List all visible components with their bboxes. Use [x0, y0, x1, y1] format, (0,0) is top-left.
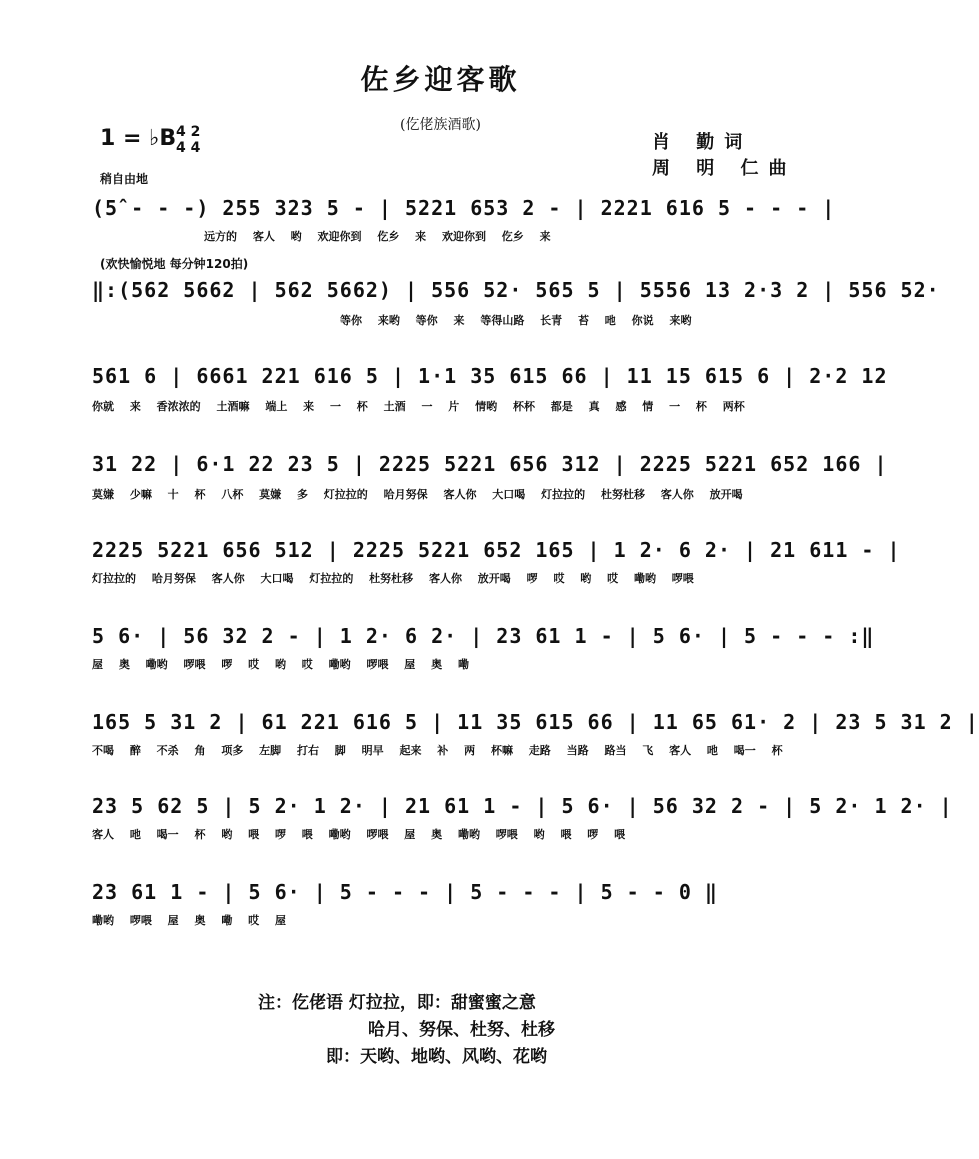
lyrics: 等你 来哟 等你 来 等得山路 长青 苔 吔 你说 来哟	[340, 314, 692, 327]
lyrics: 你就 来 香浓浓的 土酒嘛 端上 来 一 杯 土酒 一 片 情哟 杯杯 都是 真 感 情 一 杯 两杯	[92, 400, 745, 413]
notes: 165 5 31 2 | 61 221 616 5 | 11 35 615 66 | 11 65 61· 2 | 23 5 31 2 |	[92, 710, 979, 734]
notes: 23 5 62 5 | 5 2· 1 2· | 21 61 1 - | 5 6· | 56 32 2 - | 5 2· 1 2· |	[92, 794, 953, 818]
notes: 5 6· | 56 32 2 - | 1 2· 6 2· | 23 61 1 - | 5 6· | 5 - - - :‖	[92, 624, 875, 648]
score-title: 佐乡迎客歌	[360, 63, 521, 96]
lyrics: 嘞哟 啰喂 屋 奥 嘞 哎 屋	[92, 914, 286, 927]
lyricist-credit: 肖 勤词	[652, 132, 753, 153]
lyrics: 远方的 客人 哟 欢迎你到 仡乡 来 欢迎你到 仡乡 来	[204, 230, 551, 243]
lyrics: 不喝 醉 不杀 角 项多 左脚 打右 脚 明早 起来 补 两 杯嘛 走路 当路 路当 飞 客人 吔 喝一 杯	[92, 744, 783, 757]
footnote-line-3: 即：天哟、地哟、风哟、花哟	[326, 1047, 547, 1067]
time-signature	[176, 124, 200, 156]
notes: 31 22 | 6·1 22 23 5 | 2225 5221 656 312 | 2225 5221 652 166 |	[92, 452, 888, 476]
footnote-line-1: 注：仡佬语 灯拉拉，即：甜蜜蜜之意	[258, 993, 536, 1013]
time-signature-bottom: 4 4	[176, 140, 201, 156]
notes: (5̂ - - -) 255 323 5 - | 5221 653 2 - | 2221 616 5 - - - |	[92, 196, 836, 220]
lyrics: 屋 奥 嘞哟 啰喂 啰 哎 哟 哎 嘞哟 啰喂 屋 奥 嘞	[92, 658, 469, 671]
key-signature: 1 = ♭B	[100, 126, 177, 151]
notes: 23 61 1 - | 5 6· | 5 - - - | 5 - - - | 5 - - 0 ‖	[92, 880, 718, 904]
score-subtitle: (仡佬族酒歌)	[400, 117, 481, 133]
lyrics: 客人 吔 喝一 杯 哟 喂 啰 喂 嘞哟 啰喂 屋 奥 嘞哟 啰喂 哟 喂 啰 喂	[92, 828, 626, 841]
notes: ‖:(562 5662 | 562 5662) | 556 52· 565 5 | 5556 13 2·3 2 | 556 52·	[92, 278, 940, 302]
time-signature-top: 4 2	[176, 124, 201, 140]
tempo-main: (欢快愉悦地 每分钟120拍)	[100, 257, 249, 271]
notes: 2225 5221 656 512 | 2225 5221 652 165 | 1 2· 6 2· | 21 611 - |	[92, 538, 901, 562]
footnote-line-2: 哈月、努保、杜努、杜移	[368, 1020, 555, 1040]
tempo-intro: 稍自由地	[100, 172, 149, 186]
composer-credit: 周 明 仁曲	[652, 158, 797, 179]
lyrics: 灯拉拉的 哈月努保 客人你 大口喝 灯拉拉的 杜努杜移 客人你 放开喝 啰 哎 哟 哎 嘞哟 啰喂	[92, 572, 694, 585]
footnote	[258, 990, 618, 1071]
lyrics: 莫嫌 少嘛 十 杯 八杯 莫嫌 多 灯拉拉的 哈月努保 客人你 大口喝 灯拉拉的 杜努杜移 客人你 放开喝	[92, 488, 743, 501]
notes: 561 6 | 6661 221 616 5 | 1·1 35 615 66 | 11 15 615 6 | 2·2 12	[92, 364, 888, 388]
